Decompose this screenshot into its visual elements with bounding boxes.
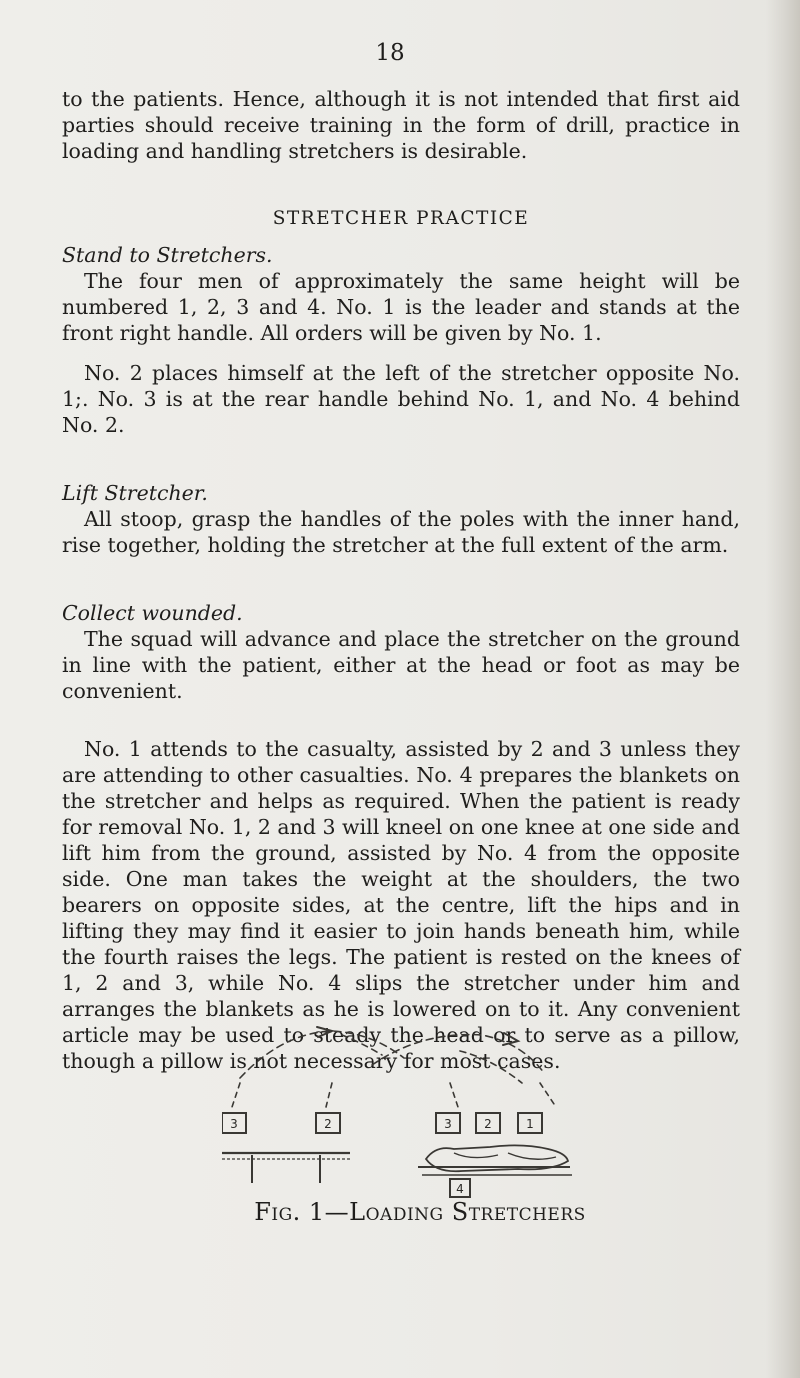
collect-paragraph-2: No. 1 attends to the casualty, assisted by 2 and 3 unless they are attending to other casualties. No. 4 prepares the blankets on the stretcher and helps as required. When the patient is ready for removal No. 1, 2 and 3 will kneel on one knee at one side and lift him from the ground, assisted by No. 4 from the opposite side. One man takes the weight at the shoulders, the two bearers on opposite sides, at the centre, lift the hips and in lifting they may find it easier to join hands beneath him, while the fourth raises the legs. The patient is rested on the knees of 1, 2 and 3, while No. 4 slips the stretcher under him and arranges the blankets as he is lowered on to it. Any convenient article may be used to steady the head or to serve as a pillow, though a pillow is not necessary for most cases. — [62, 737, 740, 1073]
arc-right-inner — [460, 1051, 522, 1083]
stand-paragraph-2: No. 2 places himself at the left of the stretcher opposite No. 1;. No. 3 is at the rear handle behind No. 1, and No. 4 behind No. 2. — [62, 361, 740, 437]
page-number: 18 — [375, 40, 405, 66]
lift-paragraph-1: All stoop, grasp the handles of the poles with the inner hand, rise together, holding the stretcher at the full extent of the arm. — [62, 507, 740, 557]
drop-line-1 — [232, 1083, 240, 1107]
page-edge-shadow — [766, 0, 800, 1378]
patient-detail — [454, 1153, 556, 1159]
drop-line-2 — [326, 1083, 332, 1107]
page-body — [62, 86, 740, 1074]
subhead-collect-wounded: Collect wounded. — [62, 601, 243, 625]
drop-line-3 — [450, 1083, 458, 1107]
arc-left-outer — [240, 1031, 404, 1078]
box-label-6: 4 — [456, 1182, 464, 1196]
stand-paragraph-1: The four men of approximately the same height will be numbered 1, 2, 3 and 4. No. 1 is the leader and stands at the front right handle. All orders will be given by No. 1. — [62, 269, 740, 345]
figure-illustration — [222, 1003, 606, 1199]
collect-paragraph-1: The squad will advance and place the stretcher on the ground in line with the patient, either at the head or foot as may be convenient. — [62, 627, 740, 703]
box-label-5: 1 — [526, 1117, 534, 1131]
drop-line-4 — [540, 1083, 556, 1107]
figure-loading-stretchers — [222, 1003, 606, 1199]
box-label-2: 2 — [324, 1117, 332, 1131]
figure-caption: Fig. 1—Loading Stretchers — [254, 1198, 586, 1226]
subhead-stand-to-stretchers: Stand to Stretchers. — [62, 243, 273, 267]
box-label-1: 3 — [230, 1117, 238, 1131]
intro-paragraph: to the patients. Hence, although it is not intended that first aid parties should receive training in the form of drill, practice in loading and handling stretchers is desirable. — [62, 87, 740, 163]
arc-left-inner — [342, 1035, 382, 1055]
box-label-4: 2 — [484, 1117, 492, 1131]
box-label-3: 3 — [444, 1117, 452, 1131]
arrowhead-right — [503, 1033, 518, 1045]
section-title: STRETCHER PRACTICE — [272, 208, 530, 229]
subhead-lift-stretcher: Lift Stretcher. — [62, 481, 208, 505]
